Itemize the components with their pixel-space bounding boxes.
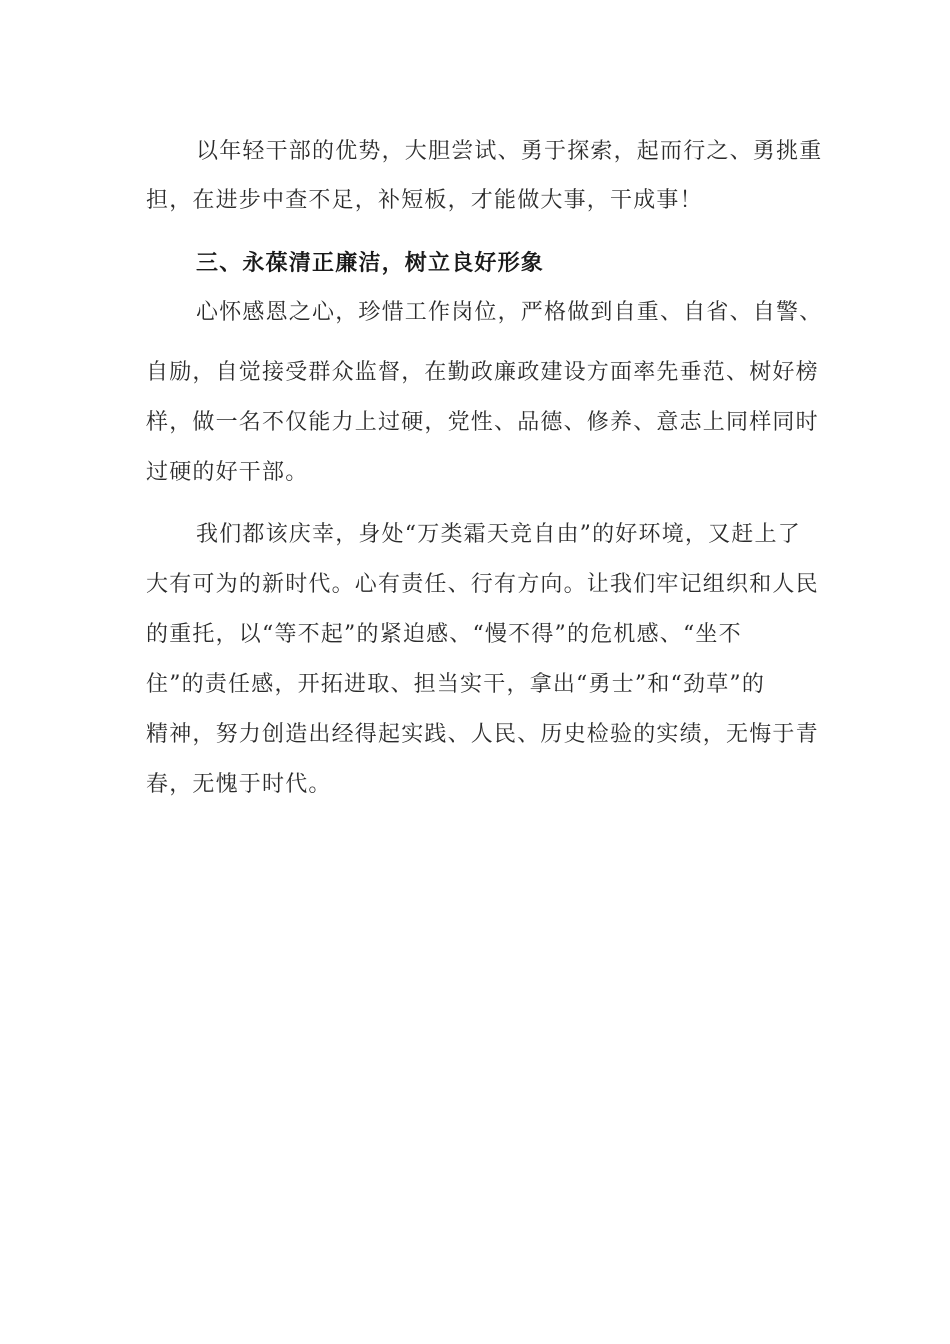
text-line: 我们都该庆幸，身处“万类霜天竞自由”的好环境，又赶上了: [196, 522, 801, 547]
text-line: 样，做一名不仅能力上过硬，党性、品德、修养、意志上同样同时: [146, 410, 819, 435]
text-line: 大有可为的新时代。心有责任、行有方向。让我们牢记组织和人民: [146, 572, 819, 597]
text-line: 住”的责任感，开拓进取、担当实干，拿出“勇士”和“劲草”的: [146, 672, 766, 697]
text-line: 担，在进步中查不足，补短板，才能做大事，干成事！: [146, 188, 703, 213]
text-line: 精神，努力创造出经得起实践、人民、历史检验的实绩，无悔于青: [146, 722, 819, 747]
text-line: 心怀感恩之心，珍惜工作岗位，严格做到自重、自省、自警、: [196, 300, 823, 325]
text-line: 春，无愧于时代。: [146, 772, 332, 797]
text-line: 的重托，以“等不起”的紧迫感、“慢不得”的危机感、“坐不: [146, 622, 742, 647]
text-line: 过硬的好干部。: [146, 460, 309, 485]
text-line: 以年轻干部的优势，大胆尝试、勇于探索，起而行之、勇挑重: [196, 139, 823, 164]
text-line: 自励，自觉接受群众监督，在勤政廉政建设方面率先垂范、树好榜: [146, 360, 819, 385]
heading-text: 三、永葆清正廉洁，树立良好形象: [196, 250, 545, 276]
